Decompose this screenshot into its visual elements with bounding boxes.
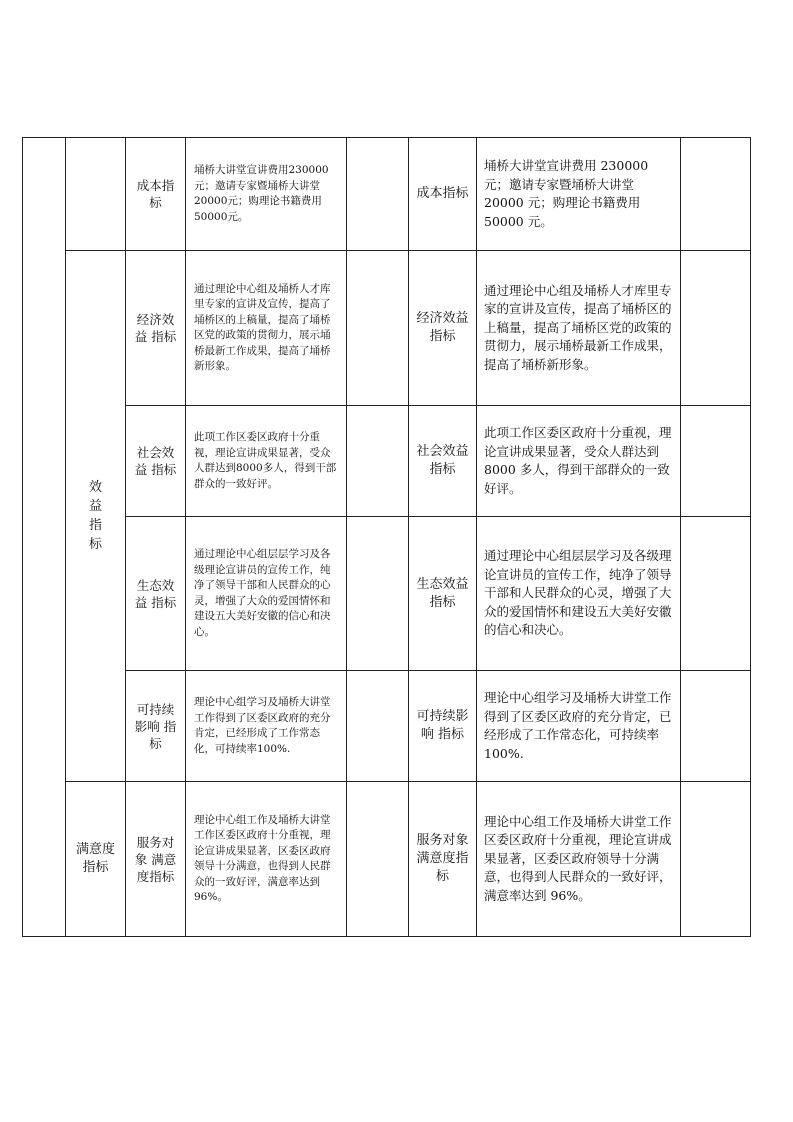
empty-cell: [681, 782, 751, 937]
category-label: 效益指标: [88, 480, 102, 552]
empty-cell: [347, 251, 409, 406]
target-value: 通过理论中心组层层学习及各级理论宣讲员的宣传工作，纯净了领导干部和人民群众的心灵，增强了大众的爱国情怀和建设五大美好安徽的信心和决心。: [186, 517, 347, 671]
empty-cell: [681, 671, 751, 782]
indicator-name-actual: 服务对象满意度指标: [409, 782, 477, 937]
target-value: 理论中心组工作及埇桥大讲堂工作区委区政府十分重视，理论宣讲成果显著，区委区政府领导十分满意，也得到人民群众的一致好评，满意率达到96%。: [186, 782, 347, 937]
target-value: 埇桥大讲堂宣讲费用230000元；邀请专家暨埇桥大讲堂20000元；购理论书籍费用50000元。: [186, 138, 347, 251]
target-value: 此项工作区委区政府十分重视，理论宣讲成果显著，受众人群达到8000多人，得到干部群众的一致好评。: [186, 406, 347, 517]
table-row: [23, 782, 751, 937]
target-value: 通过理论中心组及埇桥人才库里专家的宣讲及宣传，提高了埇桥区的上稿量，提高了埇桥区党的政策的贯彻力，展示埇桥最新工作成果，提高了埇桥新形象。: [186, 251, 347, 406]
indicator-name-actual: 可持续影响 指标: [409, 671, 477, 782]
empty-category-cell: [66, 138, 126, 251]
actual-value: 通过理论中心组及埇桥人才库里专家的宣讲及宣传，提高了埇桥区的上稿量，提高了埇桥区党的政策的贯彻力，展示埇桥最新工作成果，提高了埇桥新形象。: [477, 251, 681, 406]
empty-cell: [347, 782, 409, 937]
table-row: [23, 251, 751, 406]
target-value: 理论中心组学习及埇桥大讲堂工作得到了区委区政府的充分肯定，已经形成了工作常态化，可持续率100%.: [186, 671, 347, 782]
empty-cell: [681, 517, 751, 671]
indicator-name-actual: 经济效益指标: [409, 251, 477, 406]
table-row: [23, 671, 751, 782]
table-row: [23, 138, 751, 251]
empty-cell: [347, 671, 409, 782]
indicator-name-actual: 社会效益指标: [409, 406, 477, 517]
empty-cell: [347, 138, 409, 251]
category-benefit-indicator: [66, 251, 126, 782]
empty-cell: [347, 406, 409, 517]
indicator-name-actual: 生态效益指标: [409, 517, 477, 671]
category-satisfaction-indicator: 满意度指标: [66, 782, 126, 937]
indicator-name: 成本指标: [126, 138, 186, 251]
actual-value: 此项工作区委区政府十分重视，理论宣讲成果显著，受众人群达到 8000 多人，得到干部群众的一致好评。: [477, 406, 681, 517]
actual-value: 理论中心组工作及埇桥大讲堂工作区委区政府十分重视，理论宣讲成果显著，区委区政府领导十分满意，也得到人民群众的一致好评，满意率达到 96%。: [477, 782, 681, 937]
actual-value: 埇桥大讲堂宣讲费用 230000 元；邀请专家暨埇桥大讲堂 20000 元；购理论书籍费用 50000 元。: [477, 138, 681, 251]
indicator-name: 社会效益 指标: [126, 406, 186, 517]
performance-indicator-table: [22, 137, 751, 937]
actual-value: 通过理论中心组层层学习及各级理论宣讲员的宣传工作，纯净了领导干部和人民群众的心灵，增强了大众的爱国情怀和建设五大美好安徽的信心和决心。: [477, 517, 681, 671]
table-row: [23, 406, 751, 517]
indicator-name: 服务对象 满意度指标: [126, 782, 186, 937]
indicator-name: 生态效益 指标: [126, 517, 186, 671]
table-row: [23, 517, 751, 671]
left-margin-cell: [23, 138, 66, 937]
empty-cell: [681, 406, 751, 517]
empty-cell: [347, 517, 409, 671]
empty-cell: [681, 251, 751, 406]
empty-cell: [681, 138, 751, 251]
indicator-name: 可持续影响 指标: [126, 671, 186, 782]
indicator-name-actual: 成本指标: [409, 138, 477, 251]
actual-value: 理论中心组学习及埇桥大讲堂工作得到了区委区政府的充分肯定，已经形成了工作常态化，可持续率 100%.: [477, 671, 681, 782]
indicator-name: 经济效益 指标: [126, 251, 186, 406]
